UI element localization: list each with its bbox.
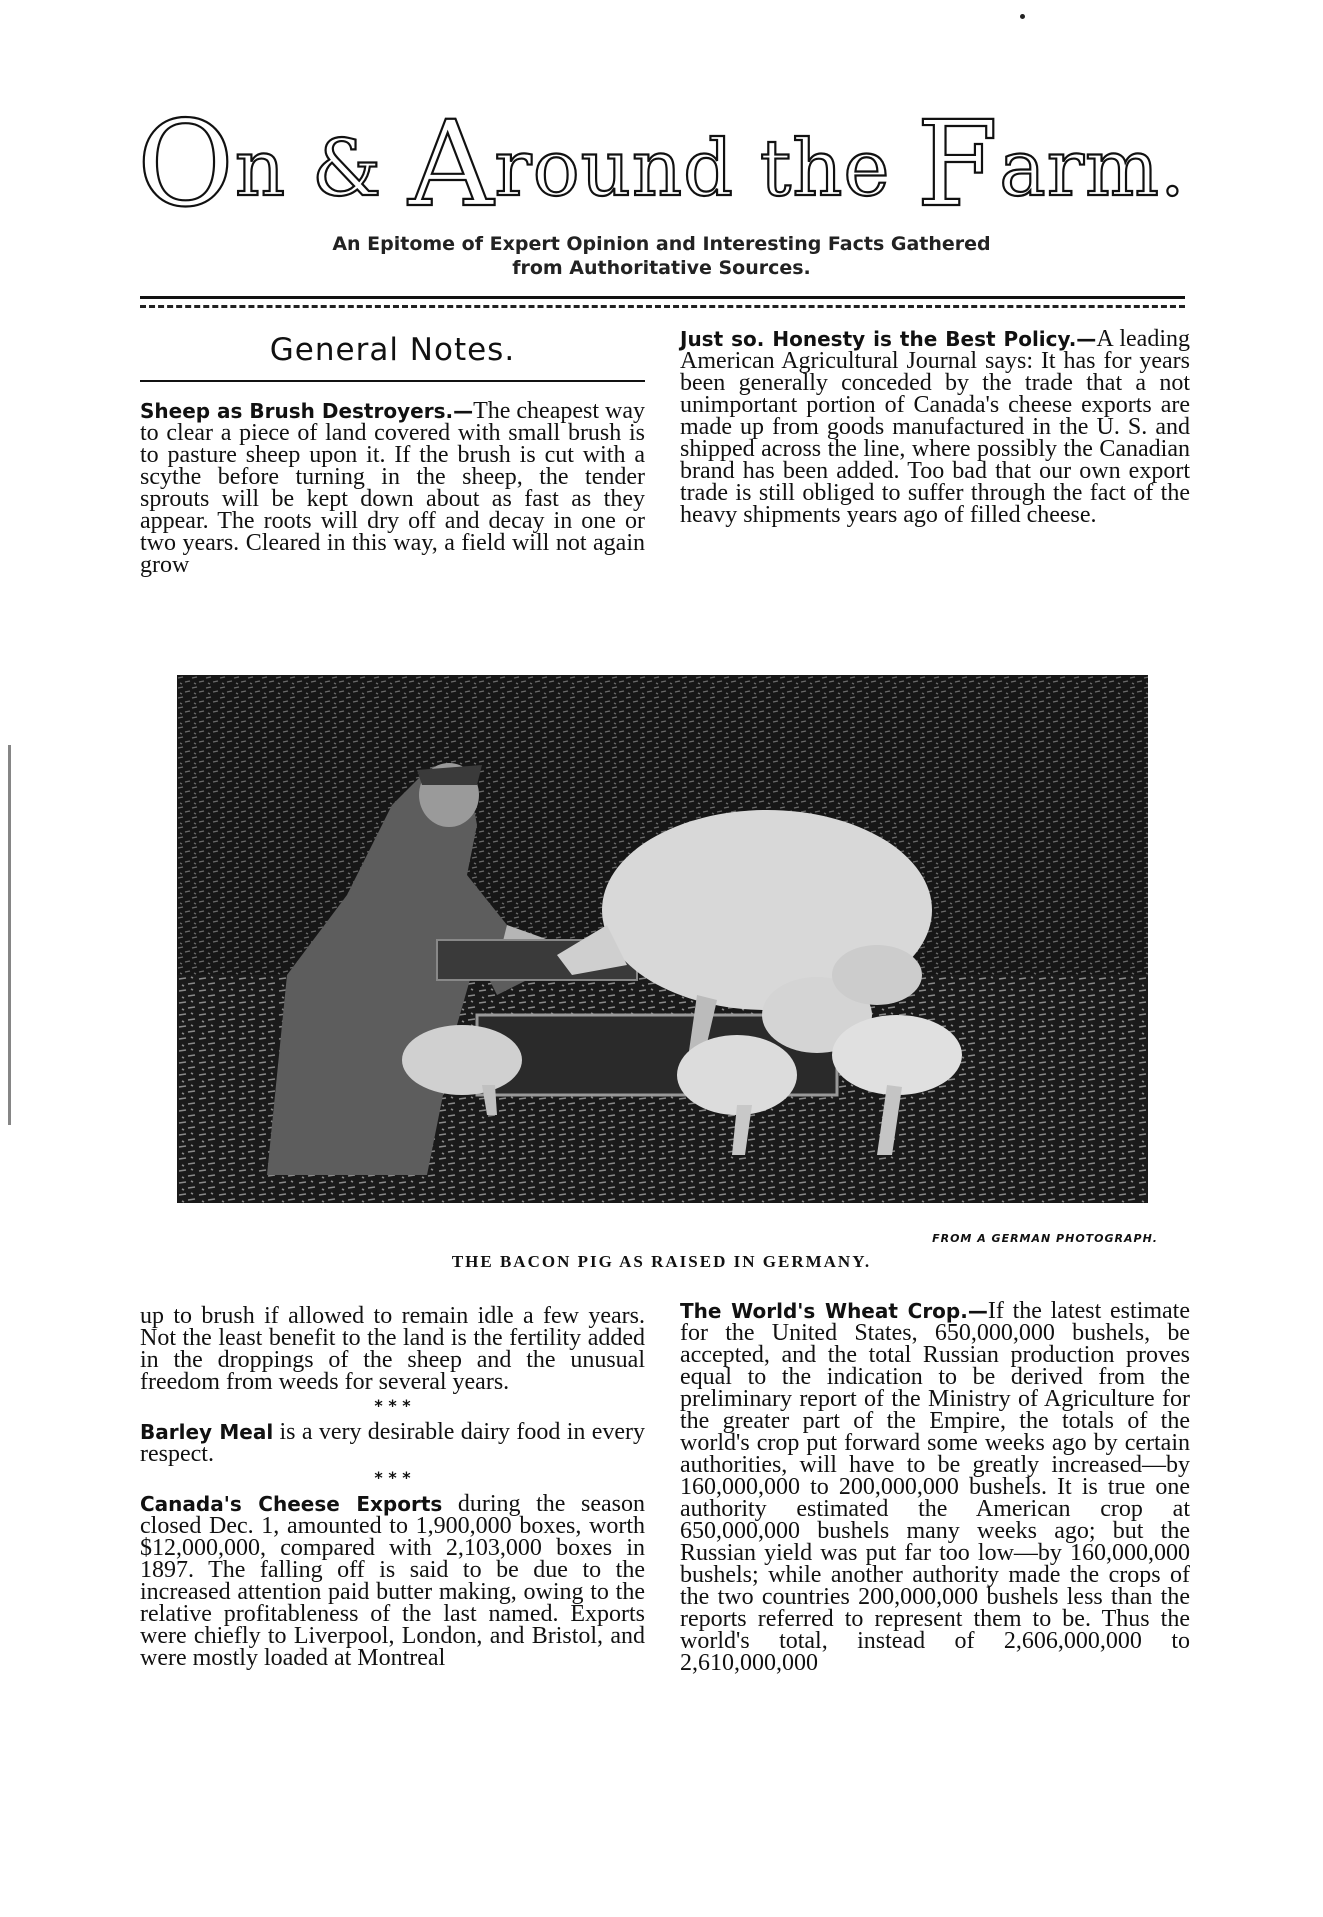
article-barley-meal-body: is a very desirable dairy food in every respect. [140,1419,645,1467]
section-heading-general-notes: General Notes. [269,332,516,368]
photo-caption: THE BACON PIG AS RAISED IN GERMANY. [451,1252,872,1271]
scan-dot [1020,14,1025,19]
article-cheese-exports-lead: Canada's Cheese Exports [140,1492,443,1516]
subtitle-line-1: An Epitome of Expert Opinion and Interesting Facts Gathered [332,233,991,255]
article-barley-meal-lead: Barley Meal [140,1420,274,1444]
left-column-bottom [140,1305,645,1669]
masthead-title [0,95,1323,233]
separator-stars-1: * * * [374,1396,411,1415]
masthead-word-1: n & [234,124,409,214]
bacon-pig-photo [177,675,1148,1203]
section-heading-rule [140,380,645,382]
masthead-rule-top [140,296,1185,299]
masthead-initial-o: O [137,95,235,233]
subtitle-line-2: from Authoritative Sources. [512,257,811,279]
article-wheat-crop-lead: The World's Wheat Crop.— [680,1299,988,1323]
article-sheep-brush-lead: Sheep as Brush Destroyers.— [140,399,474,423]
bacon-pig-photo-art [177,675,1148,1203]
article-barley-meal [140,1421,645,1465]
article-cheese-exports-body: during the season closed Dec. 1, amounted to 1,900,000 boxes, worth $12,000,000, compared with 2,103,000 boxes in 1897. The falling off is said to be due to the increased attention paid butter making, owing to the relative profitableness of the last named. Exports were chiefly to Liverpool, London, and Bristol, and were mostly loaded at Montreal [140,1491,645,1671]
article-honesty-text [680,328,1190,526]
article-sheep-brush-continued: up to brush if allowed to remain idle a few years. Not the least benefit to the land is the fertility added in the droppings of the sheep and the unusual freedom from weeds for several years. [140,1303,645,1395]
article-wheat-crop-text [680,1300,1190,1674]
article-wheat-crop-body: If the latest estimate for the United States, 650,000,000 bushels, be accepted, and the total Russian production proves equal to the indication to be derived from the preliminary report of the Ministry of Agriculture for the greater part of the Empire, the totals of the world's crop put forward some weeks ago by certain authorities, will have to be greatly increased—by 160,000,000 to 200,000,000 bushels. It is true one authority estimated the American crop at 650,000,000 bushels many weeks ago; but the Russian yield was put far too low—by 160,000,000 bushels; while another authority made the crops of the two countries 200,000,000 bushels less than the reports referred to represent them to be. Thus the world's total, instead of 2,606,000,000 to 2,610,000,000 [680,1298,1191,1676]
article-sheep-brush-body: The cheapest way to clear a piece of land covered with small brush is to pasture sheep upon it. If the brush is cut with a scythe before turning in the sheep, the tender sprouts will be kept down about as fast as they appear. The roots will dry off and decay in one or two years. Cleared in this way, a field will not again grow [140,398,645,578]
masthead-rule-bottom [140,305,1185,308]
separator-stars-2: * * * [374,1468,411,1487]
article-wheat-crop [680,1300,1190,1674]
article-cheese-exports [140,1493,645,1669]
masthead-word-3: arm. [999,124,1186,214]
article-honesty [680,328,1190,526]
masthead-word-2: round the [494,124,917,214]
article-honesty-body: A leading American Agricultural Journal says: It has for years been generally conceded by the trade that a not unimportant portion of Canada's cheese exports are made up from goods manufactured in the U. S. and shipped across the line, where possibly the Canadian brand has been added. Too bad that our own export trade is still obliged to suffer through the fact of the heavy shipments years ago of filled cheese. [680,326,1190,528]
photo-credit: FROM A GERMAN PHOTOGRAPH. [932,1232,1158,1245]
masthead-subtitle [0,232,1323,280]
masthead-initial-a: A [408,95,495,233]
article-sheep-brush [140,400,645,576]
scan-edge-mark [8,745,11,1125]
article-sheep-brush-text [140,400,645,576]
article-honesty-lead: Just so. Honesty is the Best Policy.— [680,327,1097,351]
masthead-initial-f: F [916,95,1000,233]
